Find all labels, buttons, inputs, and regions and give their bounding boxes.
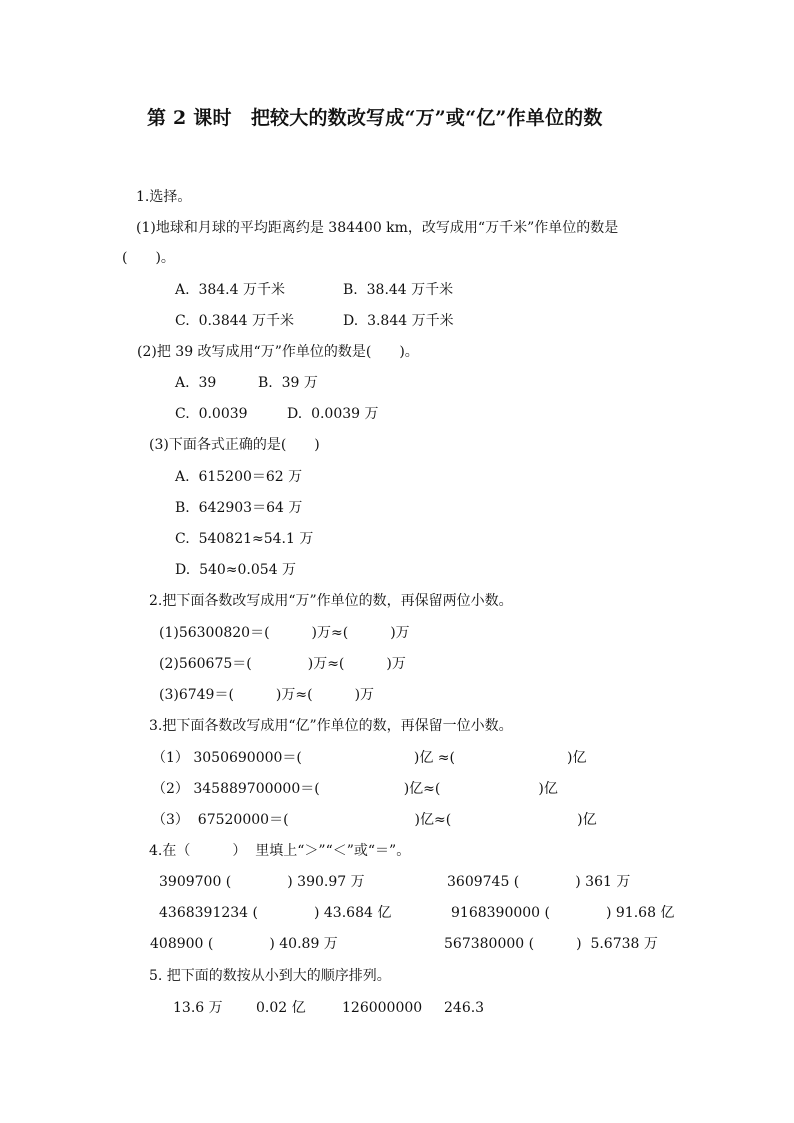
q5-number-1: 13.6 万 — [173, 1000, 223, 1016]
q2-line-2: (2)560675＝( )万≈( )万 — [159, 656, 406, 672]
q1-3-stem: (3)下面各式正确的是( ) — [149, 437, 320, 453]
q1-heading: 1.选择。 — [136, 189, 192, 205]
q1-1-option-a: A. 384.4 万千米 — [175, 282, 285, 298]
q1-2-option-b: B. 39 万 — [258, 375, 318, 391]
q1-2-stem: (2)把 39 改写成用“万”作单位的数是( )。 — [137, 344, 419, 360]
q3-line-1: （1） 3050690000＝( )亿 ≈( )亿 — [152, 750, 587, 766]
q1-3-option-d: D. 540≈0.054 万 — [175, 562, 297, 578]
page-title: 第 2 课时 把较大的数改写成“万”或“亿”作单位的数 — [147, 107, 603, 129]
q1-3-option-a: A. 615200＝62 万 — [175, 469, 303, 485]
q5-number-2: 0.02 亿 — [256, 1000, 306, 1016]
q5-number-3: 126000000 — [342, 1000, 423, 1016]
q4-row-2-left: 4368391234 ( ) 43.684 亿 — [159, 905, 392, 921]
q3-heading: 3.把下面各数改写成用“亿”作单位的数，再保留一位小数。 — [149, 718, 513, 734]
q4-row-2-right: 9168390000 ( ) 91.68 亿 — [451, 905, 675, 921]
q2-line-3: (3)6749＝( )万≈( )万 — [159, 687, 375, 703]
q3-line-2: （2） 345889700000＝( )亿≈( )亿 — [152, 781, 558, 797]
q1-1-option-d: D. 3.844 万千米 — [343, 313, 454, 329]
q2-line-1: (1)56300820＝( )万≈( )万 — [159, 625, 410, 641]
q2-heading: 2.把下面各数改写成用“万”作单位的数，再保留两位小数。 — [149, 593, 513, 609]
q1-2-option-a: A. 39 — [175, 375, 217, 391]
q3-line-3: （3） 67520000＝( )亿≈( )亿 — [152, 812, 597, 828]
q1-3-option-b: B. 642903＝64 万 — [175, 500, 303, 516]
q4-row-1-right: 3609745 ( ) 361 万 — [447, 874, 631, 890]
q5-number-4: 246.3 — [444, 1000, 485, 1016]
q5-heading: 5. 把下面的数按从小到大的顺序排列。 — [149, 968, 391, 984]
q1-1-blank: ( )。 — [122, 250, 175, 266]
q1-2-option-d: D. 0.0039 万 — [287, 406, 379, 422]
q4-row-1-left: 3909700 ( ) 390.97 万 — [159, 874, 365, 890]
q1-1-option-b: B. 38.44 万千米 — [343, 282, 454, 298]
q4-heading: 4.在（ ） 里填上“＞”“＜”或“＝”。 — [149, 843, 411, 859]
q4-row-3-right: 567380000 ( ) 5.6738 万 — [444, 936, 658, 952]
q1-1-stem: (1)地球和月球的平均距离约是 384400 km，改写成用“万千米”作单位的数是 — [136, 220, 619, 236]
q1-2-option-c: C. 0.0039 — [175, 406, 248, 422]
q1-3-option-c: C. 540821≈54.1 万 — [175, 531, 314, 547]
q1-1-option-c: C. 0.3844 万千米 — [175, 313, 294, 329]
q4-row-3-left: 408900 ( ) 40.89 万 — [150, 936, 338, 952]
